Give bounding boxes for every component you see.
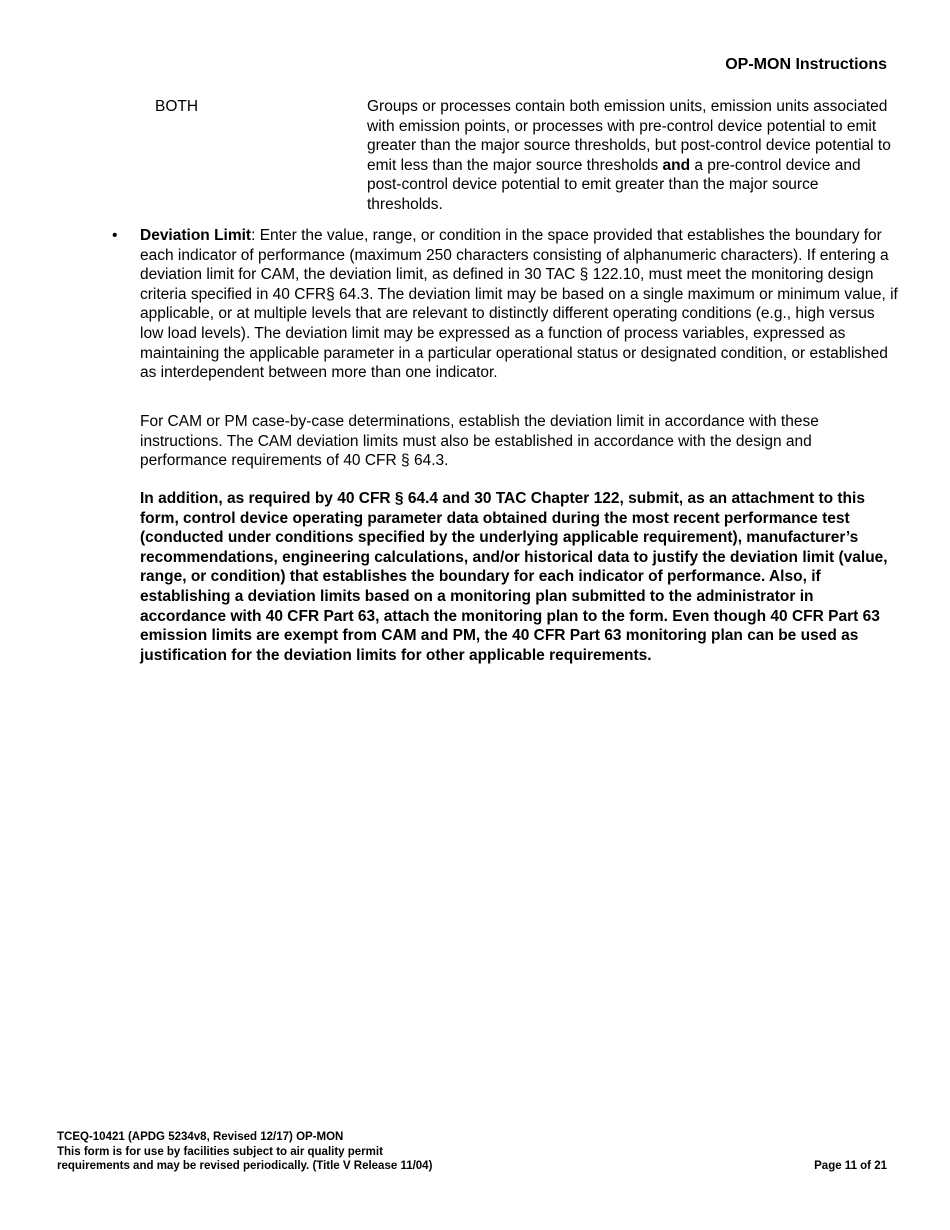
cam-pm-paragraph: For CAM or PM case-by-case determinations, establish the deviation limit in accordance with these instructions. The CAM deviation limits must also be established in accordance with the design and performance requirements of 40 CFR § 64.3. xyxy=(140,413,819,470)
form-footer xyxy=(57,1130,432,1174)
footer-line-3: requirements and may be revised periodically. (Title V Release 11/04) xyxy=(57,1160,433,1172)
definition-text xyxy=(367,97,897,215)
page-header-title: OP-MON Instructions xyxy=(725,56,887,73)
definition-text-part-1: Groups or processes contain both emission units, emission units associated with emission points, or processes with pre-control device potential to emit greater than the major source thresholds, but post-control device potential to emit less than the major source thresholds xyxy=(367,98,891,174)
page-number: Page 11 of 21 xyxy=(814,1160,887,1172)
definition-text-part-2: a pre-control device and post-control device potential to emit greater than the major source thresholds. xyxy=(367,156,861,213)
attachment-requirement-paragraph: In addition, as required by 40 CFR § 64.4 and 30 TAC Chapter 122, submit, as an attachment to this form, control device operating parameter data obtained during the most recent performance test (conducted under conditions specified by the underlying applicable requirement), manufacturer’s recommendations, engineering calculations, and/or historical data to justify the deviation limit (value, range, or condition) that establishes the boundary for each indicator of performance. Also, if establishing a deviation limits based on a monitoring plan submitted to the administrator in accordance with 40 CFR Part 63, attach the monitoring plan to the form. Even though 40 CFR Part 63 emission limits are exempt from CAM and PM, the 40 CFR Part 63 monitoring plan can be used as justification for the deviation limits for other applicable requirements. xyxy=(140,490,888,664)
deviation-limit-text: : Enter the value, range, or condition in the space provided that establishes the boundary for each indicator of performance (maximum 250 characters consisting of alphanumeric characters). If entering a deviation limit for CAM, the deviation limit, as defined in 30 TAC § 122.10, must meet the monitoring design criteria specified in 40 CFR§ 64.3. The deviation limit may be based on a single maximum or minimum value, if applicable, or at multiple levels that are relevant to distinctly different operating conditions (e.g., high versus low load levels). The deviation limit may be expressed as a function of process variables, expressed as maintaining the applicable parameter in a particular operational status or designated condition, or established as interdependent between more than one indicator. xyxy=(140,227,898,382)
deviation-limit-heading: Deviation Limit xyxy=(140,227,252,244)
footer-line-1: TCEQ-10421 (APDG 5234v8, Revised 12/17) OP-MON xyxy=(57,1131,344,1143)
definition-term: BOTH xyxy=(155,98,199,115)
deviation-limit-paragraph xyxy=(140,226,900,383)
footer-line-2: This form is for use by facilities subject to air quality permit xyxy=(57,1145,383,1158)
definition-bold-word: and xyxy=(662,156,691,174)
bullet-marker: • xyxy=(112,227,118,244)
